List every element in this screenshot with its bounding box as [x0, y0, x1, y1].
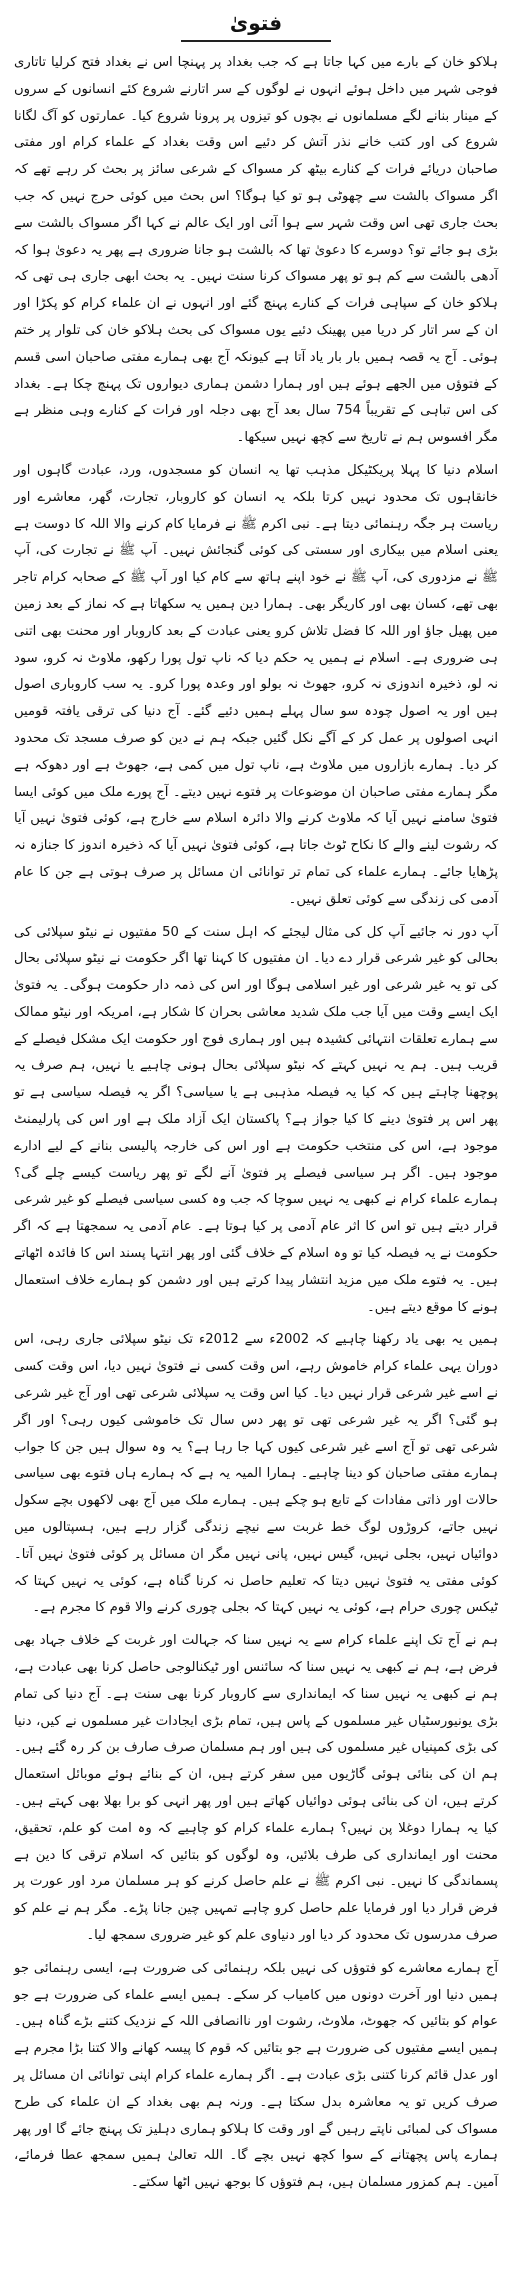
article-paragraph: اسلام دنیا کا پہلا پریکٹیکل مذہب تھا یہ انسان کو مسجدوں، ورد، عبادت گاہوں اور خانقاہوں تک محدود نہیں کرتا بلکہ یہ انسان کو کاروبار، تجارت، گھر، معاشرے اور ریاست ہر جگہ رہنمائی دیتا ہے۔ نبی اکرم ﷺ نے فرمایا کام کرنے والا اللہ کا دوست ہے یعنی اسلام میں بیکاری اور سستی کی کوئی گنجائش نہیں۔ آپ ﷺ نے تجارت کی، آپ ﷺ نے مزدوری کی، آپ ﷺ نے خود اپنے ہاتھ سے کام کیا اور آپ ﷺ کے صحابہ کرام تاجر بھی تھے، کسان بھی اور کاریگر بھی۔ ہمارا دین ہمیں یہ سکھاتا ہے کہ نماز کے بعد زمین میں پھیل جاؤ اور اللہ کا فضل تلاش کرو یعنی عبادت کے بعد کاروبار اور محنت بھی اتنی ہی ضروری ہے۔ اسلام نے ہمیں یہ حکم دیا کہ ناپ تول پورا رکھو، ملاوٹ نہ کرو، سود نہ لو، ذخیرہ اندوزی نہ کرو، جھوٹ نہ بولو اور وعدہ پورا کرو۔ یہ سب کاروباری اصول ہیں اور یہ اصول چودہ سو سال پہلے ہمیں دئیے گئے۔ آج دنیا کی ترقی یافتہ قومیں انہی اصولوں پر عمل کر کے آگے نکل گئیں جبکہ ہم نے دین کو صرف مسجد تک محدود کر دیا۔ ہمارے بازاروں میں ملاوٹ ہے، ناپ تول میں کمی ہے، جھوٹ ہے اور دھوکہ ہے مگر ہمارے مفتی صاحبان ان موضوعات پر فتوے نہیں دیتے۔ آج پورے ملک میں کوئی ایسا فتویٰ سامنے نہیں آیا کہ ملاوٹ کرنے والا دائرہ اسلام سے خارج ہے، کوئی فتویٰ نہیں آیا کہ رشوت لینے والے کا نکاح ٹوٹ جاتا ہے، کوئی فتویٰ نہیں آیا کہ ذخیرہ اندوز کا جنازہ نہ پڑھایا جائے۔ ہمارے علماء کی تمام تر توانائی ان مسائل پر صرف ہوتی ہے جن کا عام آدمی کی زندگی سے کوئی تعلق نہیں۔: [14, 462, 498, 907]
title-underline: [181, 40, 331, 42]
article-paragraph: ہلاکو خان کے بارے میں کہا جاتا ہے کہ جب بغداد پر پہنچا اس نے بغداد فتح کرلیا تاتاری فوجی شہر میں داخل ہوئے انہوں نے لوگوں کے سر اتارنے شروع کئے انسانوں کے سروں کے مینار بنانے لگے مسلمانوں نے بچوں کو تیزوں پر پرونا شروع کیا۔ عمارتوں کو آگ لگانا شروع کی اور کتب خانے نذر آتش کر دئیے اس وقت بغداد کے علماء کرام اور مفتی صاحبان دریائے فرات کے کنارے بیٹھ کر مسواک کے شرعی سائز پر بحث کر رہے تھے کہ اگر مسواک بالشت سے چھوٹی ہو تو کیا ہوگا؟ اس بحث میں کوئی حرج نہیں کہ جب بحث جاری تھی اس وقت شہر سے ہوا آئی اور ایک عالم نے کہا اگر مسواک بالشت سے بڑی ہو جائے تو؟ دوسرے کا دعویٰ تھا کہ بالشت ہو جانا ضروری ہے پھر یہ دعویٰ ہوا کہ آدھی بالشت سے کم ہو تو پھر مسواک کرنا سنت نہیں۔ یہ بحث ابھی جاری ہی تھی کہ ہلاکو خان کے سپاہی فرات کے کنارے پہنچ گئے اور انہوں نے ان علماء کرام کو پکڑا اور ان کے سر اتار کر دریا میں پھینک دئیے یوں مسواک کی بحث ہلاکو خان کی تلوار پر ختم ہوئی۔ آج یہ قصہ ہمیں بار بار یاد آتا ہے کیونکہ آج بھی ہمارے مفتی صاحبان اسی قسم کے فتوؤں میں الجھے ہوئے ہیں اور ہمارا دشمن ہماری دیواروں تک پہنچ چکا ہے۔ بغداد کی اس تباہی کے تقریباً 754 سال بعد آج بھی دجلہ اور فرات کے کنارے وہی منظر ہے مگر افسوس ہم نے تاریخ سے کچھ نہیں سیکھا۔: [14, 55, 499, 446]
article-body: [14, 50, 498, 2197]
article-title: فتویٰ: [229, 11, 283, 35]
article-paragraph: آپ دور نہ جائیے آپ کل کی مثال لیجئے کہ اہل سنت کے 50 مفتیوں نے نیٹو سپلائی کی بحالی کو غیر شرعی قرار دے دیا۔ ان مفتیوں کا کہنا تھا اگر حکومت نے نیٹو سپلائی بحال کی تو یہ غیر شرعی اور غیر اسلامی ہوگا اور اس کی ذمہ دار حکومت ہوگی۔ یہ فتویٰ ایک ایسے وقت میں آیا جب ملک شدید معاشی بحران کا شکار ہے، امریکہ اور نیٹو ممالک سے ہمارے تعلقات انتہائی کشیدہ ہیں اور ہماری فوج اور حکومت ایک مشکل فیصلے کے قریب ہیں۔ ہم یہ نہیں کہتے کہ نیٹو سپلائی بحال ہونی چاہیے یا نہیں، ہم صرف یہ پوچھنا چاہتے ہیں کہ کیا یہ فیصلہ مذہبی ہے یا سیاسی؟ اگر یہ فیصلہ سیاسی ہے تو پھر اس پر فتویٰ دینے کا کیا جواز ہے؟ پاکستان ایک آزاد ملک ہے اور اس کی پارلیمنٹ موجود ہے، اس کی منتخب حکومت ہے اور اس کی خارجہ پالیسی بنانے کے لیے ادارے موجود ہیں۔ اگر ہر سیاسی فیصلے پر فتویٰ آنے لگے تو پھر ریاست کیسے چلے گی؟ ہمارے علماء کرام نے کبھی یہ نہیں سوچا کہ جب وہ کسی سیاسی فیصلے کو غیر شرعی قرار دیتے ہیں تو اس کا اثر عام آدمی پر کیا ہوتا ہے۔ عام آدمی یہ سمجھتا ہے کہ اگر حکومت نے یہ فیصلہ کیا تو وہ اسلام کے خلاف گئی اور پھر انتہا پسند اس کا فائدہ اٹھاتے ہیں۔ یہ فتوے ملک میں مزید انتشار پیدا کرتے ہیں اور دشمن کو ہمارے خلاف استعمال ہونے کا موقع دیتے ہیں۔: [14, 924, 498, 1315]
article-paragraph: آج ہمارے معاشرے کو فتوؤں کی نہیں بلکہ رہنمائی کی ضرورت ہے، ایسی رہنمائی جو ہمیں دنیا اور آخرت دونوں میں کامیاب کر سکے۔ ہمیں ایسے علماء کی ضرورت ہے جو عوام کو بتائیں کہ جھوٹ، ملاوٹ، رشوت اور ناانصافی اللہ کے نزدیک کتنے بڑے گناہ ہیں۔ ہمیں ایسے مفتیوں کی ضرورت ہے جو بتائیں کہ قوم کا پیسہ کھانے والا کتنا بڑا مجرم ہے اور عدل قائم کرنا کتنی بڑی عبادت ہے۔ اگر ہمارے علماء کرام اپنی توانائی ان مسائل پر صرف کریں تو یہ معاشرہ بدل سکتا ہے۔ ورنہ ہم بھی بغداد کے ان علماء کی طرح مسواک کی لمبائی ناپتے رہیں گے اور وقت کا ہلاکو ہماری دہلیز تک پہنچ جائے گا اور پھر ہمارے پاس پچھتانے کے سوا کچھ نہیں بچے گا۔ اللہ تعالیٰ ہمیں سمجھ عطا فرمائے، آمین۔ ہم کمزور مسلمان ہیں، ہم فتوؤں کا بوجھ نہیں اٹھا سکتے۔: [14, 1960, 498, 2191]
article-paragraph: ہم نے آج تک اپنے علماء کرام سے یہ نہیں سنا کہ جہالت اور غربت کے خلاف جہاد بھی فرض ہے، ہم نے کبھی یہ نہیں سنا کہ سائنس اور ٹیکنالوجی حاصل کرنا بھی عبادت ہے، ہم نے کبھی یہ نہیں سنا کہ ایمانداری سے کاروبار کرنا بھی سنت ہے۔ آج دنیا کی تمام بڑی یونیورسٹیاں غیر مسلموں کے پاس ہیں، تمام بڑی ایجادات غیر مسلموں نے کیں، دنیا کی بڑی کمپنیاں غیر مسلموں کی ہیں اور ہم مسلمان صرف صارف بن کر رہ گئے ہیں۔ ہم ان کی بنائی ہوئی گاڑیوں میں سفر کرتے ہیں، ان کے بنائے ہوئے موبائل استعمال کرتے ہیں، ان کی بنائی ہوئی دوائیاں کھاتے ہیں اور پھر انہی کو برا بھلا بھی کہتے ہیں۔ کیا یہ ہمارا دوغلا پن نہیں؟ ہمارے علماء کرام کو چاہیے کہ وہ امت کو علم، تحقیق، محنت اور ایمانداری کی طرف بلائیں، وہ لوگوں کو بتائیں کہ اسلام ترقی کا دین ہے پسماندگی کا نہیں۔ نبی اکرم ﷺ نے علم حاصل کرنے کو ہر مسلمان مرد اور عورت پر فرض قرار دیا اور فرمایا علم حاصل کرو چاہے تمہیں چین جانا پڑے۔ مگر ہم نے علم کو صرف مدرسوں تک محدود کر دیا اور دنیاوی علم کو غیر ضروری سمجھ لیا۔: [14, 1633, 498, 1943]
article-paragraph: ہمیں یہ بھی یاد رکھنا چاہیے کہ 2002ء سے 2012ء تک نیٹو سپلائی جاری رہی، اس دوران یہی علماء کرام خاموش رہے، اس وقت کسی نے فتویٰ نہیں دیا، اس وقت کسی نے اسے غیر شرعی قرار نہیں دیا۔ کیا اس وقت یہ سپلائی شرعی تھی اور آج غیر شرعی ہو گئی؟ اگر یہ غیر شرعی تھی تو پھر دس سال تک خاموشی کیوں رہی؟ اور اگر شرعی تھی تو آج اسے غیر شرعی کیوں کہا جا رہا ہے؟ یہ وہ سوال ہیں جن کا جواب ہمارے مفتی صاحبان کو دینا چاہیے۔ ہمارا المیہ یہ ہے کہ ہمارے ہاں فتوے بھی سیاسی حالات اور ذاتی مفادات کے تابع ہو چکے ہیں۔ ہمارے ملک میں آج بھی لاکھوں بچے سکول نہیں جاتے، کروڑوں لوگ خط غربت سے نیچے زندگی گزار رہے ہیں، ہسپتالوں میں دوائیاں نہیں، بجلی نہیں، گیس نہیں، پانی نہیں مگر ان مسائل پر کوئی فتویٰ نہیں آتا۔ کوئی مفتی یہ فتویٰ نہیں دیتا کہ تعلیم حاصل نہ کرنا گناہ ہے، کوئی یہ نہیں کہتا کہ ٹیکس چوری حرام ہے، کوئی یہ نہیں کہتا کہ بجلی چوری کرنے والا قوم کا مجرم ہے۔: [14, 1332, 498, 1616]
